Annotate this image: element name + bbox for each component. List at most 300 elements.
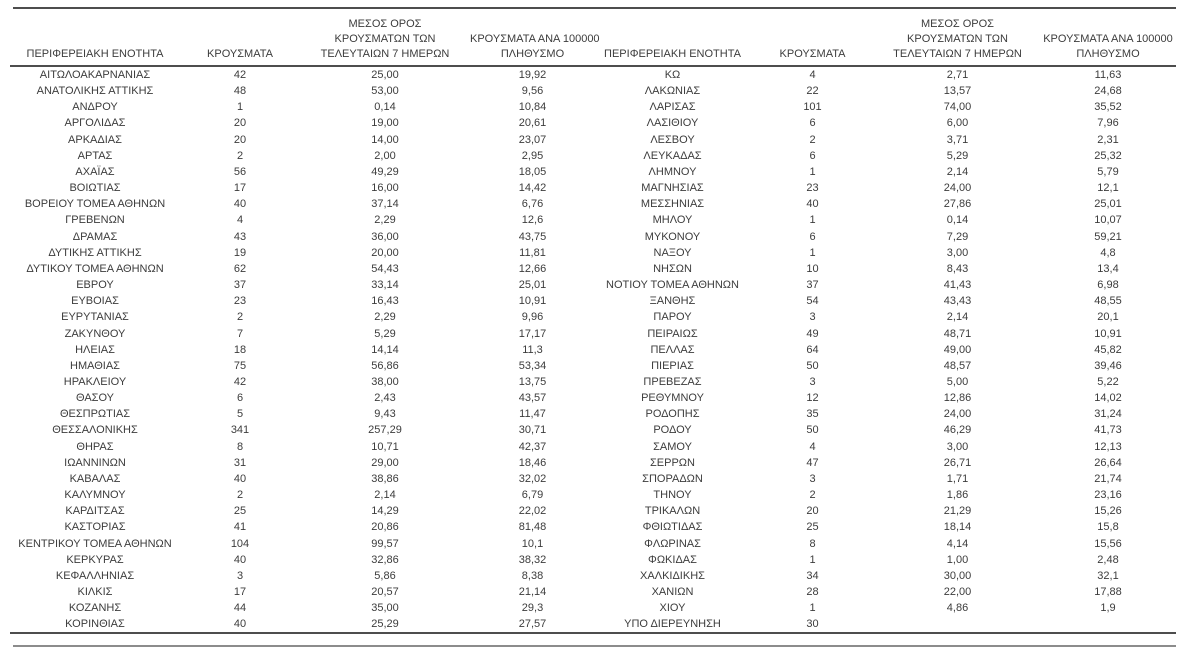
avg7day-cell: 3,71 — [946, 133, 969, 146]
avg7day-cell: 257,29 — [368, 424, 402, 437]
header-line: ΠΕΡΙΦΕΡΕΙΑΚΗ ΕΝΟΤΗΤΑ — [604, 48, 741, 60]
cases-cell: 3 — [236, 569, 244, 582]
cases-cell: 62 — [233, 262, 247, 275]
cases-cell: 20 — [233, 133, 247, 146]
avg7day-column-header — [875, 9, 1040, 66]
avg7day-cell: 1,00 — [946, 553, 969, 566]
table-row — [10, 487, 1176, 503]
cases-cell: 43 — [233, 230, 247, 243]
cases-cell: 12 — [806, 392, 819, 405]
avg7day-cell: 30,00 — [943, 569, 972, 582]
per100k-cell: 12,13 — [1094, 440, 1122, 453]
cases-cell: 37 — [806, 279, 819, 292]
cases-cell: 4 — [809, 69, 816, 81]
cases-cell: 19 — [233, 246, 247, 259]
cases-cell: 1 — [809, 602, 816, 615]
avg7day-cell: 49,00 — [943, 343, 972, 356]
avg7day-cell: 35,00 — [371, 602, 399, 615]
per100k-cell: 11,63 — [1094, 69, 1122, 81]
avg7day-cell: 37,14 — [371, 198, 399, 211]
cases-cell: 49 — [806, 327, 819, 340]
avg7day-cell: 33,14 — [371, 279, 399, 292]
header-line: ΠΛΗΘΥΣΜΟ — [1076, 48, 1140, 60]
header-line: ΤΕΛΕΥΤΑΙΩΝ 7 ΗΜΕΡΩΝ — [893, 48, 1022, 60]
region-cell: ΗΜΑΘΙΑΣ — [70, 359, 120, 372]
table-row — [10, 115, 1176, 131]
avg7day-cell: 2,29 — [374, 214, 396, 227]
cases-cell: 2 — [236, 489, 244, 502]
cases-cell: 50 — [806, 359, 819, 372]
region-cell: ΧΑΝΙΩΝ — [651, 586, 694, 598]
avg7day-cell: 9,43 — [374, 408, 396, 421]
table-row — [10, 293, 1176, 309]
avg7day-cell: 19,00 — [371, 117, 399, 130]
per100k-cell: 15,26 — [1094, 505, 1122, 518]
header-line: ΚΡΟΥΣΜΑΤΑ — [207, 48, 273, 60]
per100k-column-header — [1040, 9, 1176, 66]
per100k-cell: 21,74 — [1094, 472, 1122, 485]
avg7day-cell: 2,43 — [374, 392, 396, 405]
avg7day-cell: 18,14 — [943, 521, 972, 534]
region-cell: ΞΑΝΘΗΣ — [649, 295, 696, 308]
avg7day-cell: 20,00 — [371, 246, 399, 259]
avg7day-cell: 99,57 — [371, 537, 399, 550]
avg7day-cell: 48,57 — [943, 359, 972, 372]
cases-cell: 4 — [236, 214, 244, 227]
region-cell: ΑΝΑΤΟΛΙΚΗΣ ΑΤΤΙΚΗΣ — [36, 85, 154, 98]
cases-cell: 31 — [233, 456, 247, 469]
region-cell: ΣΠΟΡΑΔΩΝ — [642, 472, 703, 485]
per100k-cell: 13,75 — [518, 375, 547, 388]
cases-cell: 47 — [806, 456, 819, 469]
avg7day-cell: 6,00 — [946, 117, 969, 130]
avg7day-cell: 14,00 — [371, 133, 399, 146]
cases-cell: 56 — [233, 165, 247, 178]
per100k-cell: 59,21 — [1094, 230, 1122, 243]
cases-cell: 25 — [233, 505, 247, 518]
region-cell: ΣΕΡΡΩΝ — [650, 456, 695, 469]
per100k-cell: 14,42 — [518, 182, 547, 195]
cases-cell: 40 — [233, 553, 247, 566]
avg7day-cell: 8,43 — [946, 262, 969, 275]
avg7day-cell: 4,86 — [946, 602, 969, 615]
region-cell: ΧΙΟΥ — [659, 602, 686, 615]
cases-cell: 6 — [809, 230, 816, 243]
per100k-cell: 17,88 — [1094, 586, 1122, 598]
region-cell: ΡΟΔΟΠΗΣ — [645, 408, 700, 421]
avg7day-cell: 36,00 — [371, 230, 399, 243]
avg7day-cell: 24,00 — [943, 408, 972, 421]
cases-cell: 34 — [806, 569, 819, 582]
avg7day-cell — [875, 616, 1040, 633]
cases-cell: 35 — [806, 408, 819, 421]
per100k-cell: 11,47 — [519, 408, 546, 421]
avg7day-cell: 20,86 — [371, 521, 399, 534]
per100k-cell: 23,16 — [1094, 489, 1122, 502]
per100k-cell: 32,1 — [1097, 569, 1119, 582]
cases-cell: 1 — [236, 101, 244, 114]
avg7day-cell: 56,86 — [371, 359, 399, 372]
avg7day-cell: 25,29 — [371, 618, 399, 631]
region-cell: ΒΟΙΩΤΙΑΣ — [69, 182, 121, 195]
cases-cell: 40 — [233, 198, 247, 211]
cases-cell: 18 — [233, 343, 247, 356]
per100k-cell: 10,84 — [518, 101, 547, 114]
per100k-cell: 18,46 — [518, 456, 547, 469]
cases-cell: 1 — [809, 553, 816, 566]
avg7day-cell: 2,29 — [374, 311, 396, 324]
per100k-cell: 26,64 — [1094, 456, 1122, 469]
cases-cell: 10 — [806, 262, 819, 275]
cases-cell: 6 — [809, 149, 816, 162]
per100k-cell: 10,1 — [521, 537, 544, 550]
cases-cell: 30 — [806, 618, 819, 631]
region-cell: ΘΕΣΣΑΛΟΝΙΚΗΣ — [52, 424, 138, 437]
avg7day-cell: 2,00 — [374, 149, 396, 162]
region-column-header — [10, 9, 180, 66]
table-row — [10, 326, 1176, 342]
per100k-cell: 25,01 — [1094, 198, 1122, 211]
region-cell: ΝΟΤΙΟΥ ΤΟΜΕΑ ΑΘΗΝΩΝ — [606, 279, 739, 292]
header-line: ΜΕΣΟΣ ΟΡΟΣ — [348, 18, 422, 30]
per100k-cell: 13,4 — [1097, 262, 1119, 275]
per100k-cell: 18,05 — [518, 165, 547, 178]
per100k-cell: 4,8 — [1100, 246, 1116, 259]
header-line: ΚΡΟΥΣΜΑΤΩΝ ΤΩΝ — [907, 33, 1008, 45]
region-cell: ΠΕΙΡΑΙΩΣ — [647, 327, 698, 340]
avg7day-cell: 2,14 — [946, 311, 969, 324]
avg7day-cell: 22,00 — [943, 586, 972, 598]
region-cell: ΚΑΡΔΙΤΣΑΣ — [65, 505, 125, 518]
cases-cell: 42 — [233, 69, 247, 81]
per100k-cell: 6,79 — [521, 489, 544, 502]
avg7day-cell: 5,86 — [374, 569, 396, 582]
avg7day-cell: 1,86 — [946, 489, 969, 502]
cases-cell: 40 — [233, 618, 247, 631]
region-cell: ΛΑΣΙΘΙΟΥ — [646, 117, 699, 130]
cases-cell: 17 — [233, 586, 247, 598]
per100k-cell: 12,6 — [521, 214, 544, 227]
region-cell: ΙΩΑΝΝΙΝΩΝ — [64, 456, 126, 469]
header-line: ΤΕΛΕΥΤΑΙΩΝ 7 ΗΜΕΡΩΝ — [320, 48, 450, 60]
cases-cell: 44 — [233, 602, 247, 615]
per100k-cell: 8,38 — [521, 569, 544, 582]
avg7day-cell: 5,00 — [946, 375, 969, 388]
per100k-cell: 12,1 — [1097, 182, 1119, 195]
table-row — [10, 212, 1176, 228]
cases-cell: 101 — [803, 101, 822, 114]
per100k-cell: 15,8 — [1097, 521, 1119, 534]
region-cell: ΚΑΣΤΟΡΙΑΣ — [64, 521, 126, 534]
cases-cell: 6 — [809, 117, 816, 130]
cases-cell: 2 — [809, 489, 816, 502]
region-cell: ΑΡΓΟΛΙΔΑΣ — [64, 117, 126, 130]
region-cell: ΑΡΤΑΣ — [77, 149, 113, 162]
region-cell: ΗΡΑΚΛΕΙΟΥ — [63, 375, 127, 388]
table-row — [10, 422, 1176, 438]
table-row — [10, 503, 1176, 519]
cases-cell: 5 — [236, 408, 244, 421]
per100k-cell: 41,73 — [1094, 424, 1122, 437]
avg7day-cell: 21,29 — [943, 505, 972, 518]
avg7day-cell: 46,29 — [943, 424, 972, 437]
per100k-cell: 2,31 — [1097, 133, 1119, 146]
cases-cell: 54 — [806, 295, 819, 308]
per100k-cell: 22,02 — [518, 505, 547, 518]
table-row — [10, 132, 1176, 148]
region-cell: ΠΕΛΛΑΣ — [650, 343, 695, 356]
per100k-cell: 9,96 — [521, 311, 544, 324]
avg7day-cell: 29,00 — [371, 456, 399, 469]
table-row — [10, 164, 1176, 180]
avg7day-cell: 12,86 — [943, 392, 972, 405]
cases-cell: 1 — [809, 246, 816, 259]
avg7day-cell: 74,00 — [943, 101, 972, 114]
per100k-cell: 11,3 — [522, 343, 543, 356]
per100k-cell: 25,01 — [518, 279, 547, 292]
region-cell: ΝΗΣΩΝ — [653, 262, 692, 275]
cases-cell: 2 — [809, 133, 816, 146]
per100k-cell: 10,07 — [1094, 214, 1122, 227]
region-cell: ΚΟΖΑΝΗΣ — [68, 602, 122, 615]
cases-cell: 3 — [809, 311, 816, 324]
cases-cell: 6 — [236, 392, 244, 405]
avg7day-cell: 3,00 — [946, 246, 969, 259]
table-row — [10, 229, 1176, 245]
table-row — [10, 616, 1176, 633]
avg7day-cell: 20,57 — [371, 586, 399, 598]
region-cell: ΚΟΡΙΝΘΙΑΣ — [65, 618, 125, 631]
per100k-cell: 11,81 — [519, 246, 546, 259]
region-cell: ΔΥΤΙΚΗΣ ΑΤΤΙΚΗΣ — [48, 246, 142, 259]
avg7day-cell: 3,00 — [946, 440, 969, 453]
per100k-cell: 7,96 — [1097, 117, 1119, 130]
per100k-cell: 12,66 — [518, 262, 547, 275]
table-row — [10, 148, 1176, 164]
per100k-cell: 23,07 — [518, 133, 547, 146]
region-cell: ΦΘΙΩΤΙΔΑΣ — [642, 521, 703, 534]
per100k-cell: 32,02 — [518, 472, 547, 485]
table-row — [10, 568, 1176, 584]
cases-cell: 7 — [236, 327, 244, 340]
avg7day-cell: 5,29 — [946, 149, 969, 162]
region-cell: ΕΒΡΟΥ — [76, 279, 114, 292]
avg7day-cell: 0,14 — [946, 214, 969, 227]
table-row — [10, 277, 1176, 293]
table-row — [10, 471, 1176, 487]
per100k-cell: 43,57 — [518, 392, 547, 405]
per100k-cell: 2,48 — [1097, 553, 1119, 566]
region-cell: ΑΝΔΡΟΥ — [72, 101, 118, 114]
avg7day-cell: 7,29 — [946, 230, 969, 243]
table-row — [10, 309, 1176, 325]
table-row — [10, 374, 1176, 390]
per100k-cell: 38,32 — [518, 553, 547, 566]
table-row — [10, 519, 1176, 535]
region-cell: ΛΑΡΙΣΑΣ — [649, 101, 696, 114]
per100k-cell: 10,91 — [518, 295, 547, 308]
cases-cell: 50 — [806, 424, 819, 437]
region-cell: ΝΑΞΟΥ — [653, 246, 692, 259]
table-row — [10, 196, 1176, 212]
avg7day-cell: 38,00 — [371, 375, 399, 388]
avg7day-cell: 24,00 — [943, 182, 972, 195]
per100k-cell: 25,32 — [1094, 149, 1122, 162]
cases-cell: 42 — [233, 375, 247, 388]
per100k-cell: 9,56 — [521, 85, 544, 98]
per100k-cell: 24,68 — [1094, 85, 1122, 98]
avg7day-cell: 2,14 — [374, 489, 396, 502]
per100k-cell: 45,82 — [1094, 343, 1122, 356]
table-row — [10, 406, 1176, 422]
bottom-rule — [13, 645, 1176, 647]
avg7day-cell: 32,86 — [371, 553, 399, 566]
avg7day-cell: 53,00 — [371, 85, 399, 98]
region-cell: ΣΑΜΟΥ — [653, 440, 692, 453]
table-row — [10, 342, 1176, 358]
region-cell: ΚΙΛΚΙΣ — [77, 586, 113, 598]
avg7day-cell: 14,29 — [371, 505, 399, 518]
per100k-cell: 43,75 — [518, 230, 547, 243]
per100k-cell: 5,22 — [1097, 375, 1119, 388]
per100k-cell: 29,3 — [521, 602, 544, 615]
region-cell: ΑΧΑΪΑΣ — [75, 165, 115, 178]
per100k-cell: 42,37 — [518, 440, 547, 453]
region-cell: ΑΡΚΑΔΙΑΣ — [68, 133, 122, 146]
cases-cell: 75 — [233, 359, 247, 372]
avg7day-cell: 16,43 — [371, 295, 399, 308]
avg7day-cell: 13,57 — [943, 85, 972, 98]
cases-cell: 3 — [809, 375, 816, 388]
region-cell: ΛΕΣΒΟΥ — [650, 133, 695, 146]
cases-cell: 22 — [806, 85, 819, 98]
region-cell: ΥΠΟ ΔΙΕΡΕΥΝΗΣΗ — [624, 618, 721, 631]
region-cell: ΦΩΚΙΔΑΣ — [648, 553, 697, 566]
cases-cell: 104 — [230, 537, 250, 550]
region-cell: ΠΡΕΒΕΖΑΣ — [643, 375, 702, 388]
table-row — [10, 180, 1176, 196]
cases-cell: 40 — [806, 198, 819, 211]
cases-column-header — [750, 9, 875, 66]
per100k-cell: 5,79 — [1097, 165, 1119, 178]
per100k-cell — [1040, 616, 1176, 633]
cases-cell: 25 — [806, 521, 819, 534]
avg7day-cell: 2,14 — [946, 165, 969, 178]
region-cell: ΔΡΑΜΑΣ — [72, 230, 118, 243]
cases-cell: 23 — [806, 182, 819, 195]
regional-units-table — [10, 9, 1176, 634]
region-cell: ΚΕΦΑΛΛΗΝΙΑΣ — [55, 569, 135, 582]
per100k-cell: 6,98 — [1097, 279, 1119, 292]
region-cell: ΜΗΛΟΥ — [652, 214, 693, 227]
cases-column-header — [180, 9, 300, 66]
region-cell: ΜΕΣΣΗΝΙΑΣ — [640, 198, 705, 211]
cases-cell: 64 — [806, 343, 819, 356]
cases-cell: 3 — [809, 472, 816, 485]
region-cell: ΒΟΡΕΙΟΥ ΤΟΜΕΑ ΑΘΗΝΩΝ — [24, 198, 166, 211]
cases-cell: 37 — [233, 279, 247, 292]
region-cell: ΠΑΡΟΥ — [653, 311, 692, 324]
avg7day-cell: 25,00 — [371, 69, 399, 81]
table-row — [10, 390, 1176, 406]
header-line: ΚΡΟΥΣΜΑΤΑ — [779, 48, 846, 60]
table-row — [10, 245, 1176, 261]
table-row — [10, 66, 1176, 83]
region-cell: ΛΑΚΩΝΙΑΣ — [644, 85, 701, 98]
per100k-cell: 53,34 — [518, 359, 547, 372]
cases-cell: 8 — [809, 537, 816, 550]
cases-cell: 17 — [233, 182, 247, 195]
per100k-cell: 14,02 — [1094, 392, 1122, 405]
per100k-cell: 31,24 — [1094, 408, 1122, 421]
cases-cell: 8 — [236, 440, 244, 453]
cases-cell: 341 — [230, 424, 250, 437]
region-cell: ΚΑΛΥΜΝΟΥ — [64, 489, 126, 502]
table-header — [10, 9, 1176, 66]
avg7day-cell: 16,00 — [371, 182, 399, 195]
per100k-cell: 81,48 — [518, 521, 547, 534]
per100k-cell: 48,55 — [1094, 295, 1122, 308]
per100k-column-header — [470, 9, 600, 66]
table-body — [10, 66, 1176, 633]
region-cell: ΘΗΡΑΣ — [76, 440, 114, 453]
region-cell: ΑΙΤΩΛΟΑΚΑΡΝΑΝΙΑΣ — [39, 69, 151, 81]
region-cell: ΠΙΕΡΙΑΣ — [651, 359, 694, 372]
table-row — [10, 455, 1176, 471]
per100k-cell: 6,76 — [521, 198, 544, 211]
per100k-cell: 30,71 — [518, 424, 547, 437]
region-cell: ΕΥΒΟΙΑΣ — [71, 295, 119, 308]
cases-cell: 2 — [236, 149, 244, 162]
per100k-cell: 17,17 — [518, 327, 547, 340]
avg7day-cell: 41,43 — [943, 279, 972, 292]
cases-cell: 1 — [809, 214, 816, 227]
region-column-header — [595, 9, 750, 66]
cases-cell: 23 — [233, 295, 247, 308]
region-cell: ΚΕΝΤΡΙΚΟΥ ΤΟΜΕΑ ΑΘΗΝΩΝ — [18, 537, 172, 550]
region-cell: ΘΕΣΠΡΩΤΙΑΣ — [59, 408, 131, 421]
table-row — [10, 439, 1176, 455]
table-row — [10, 261, 1176, 277]
per100k-cell: 27,57 — [518, 618, 547, 631]
per100k-cell: 2,95 — [521, 149, 544, 162]
region-cell: ΚΕΡΚΥΡΑΣ — [66, 553, 124, 566]
cases-cell: 1 — [809, 165, 816, 178]
cases-cell: 20 — [233, 117, 247, 130]
region-cell: ΡΕΘΥΜΝΟΥ — [641, 392, 704, 405]
avg7day-cell: 38,86 — [371, 472, 399, 485]
region-cell: ΦΛΩΡΙΝΑΣ — [644, 537, 701, 550]
per100k-cell: 20,61 — [518, 117, 547, 130]
region-cell: ΖΑΚΥΝΘΟΥ — [64, 327, 126, 340]
header-row — [10, 9, 1176, 66]
region-cell: ΛΗΜΝΟΥ — [648, 165, 697, 178]
header-line: ΠΕΡΙΦΕΡΕΙΑΚΗ ΕΝΟΤΗΤΑ — [26, 48, 164, 60]
header-line: ΠΛΗΘΥΣΜΟ — [500, 48, 565, 60]
avg7day-cell: 27,86 — [943, 198, 972, 211]
cases-cell: 48 — [233, 85, 247, 98]
cases-cell: 20 — [806, 505, 819, 518]
region-cell: ΘΑΣΟΥ — [75, 392, 115, 405]
avg7day-cell: 10,71 — [371, 440, 399, 453]
avg7day-cell: 4,14 — [946, 537, 969, 550]
header-line: ΜΕΣΟΣ ΟΡΟΣ — [921, 18, 994, 30]
table-row — [10, 600, 1176, 616]
region-cell: ΤΡΙΚΑΛΩΝ — [644, 505, 701, 518]
header-line: ΚΡΟΥΣΜΑΤΩΝ ΤΩΝ — [334, 33, 436, 45]
avg7day-cell: 5,29 — [374, 327, 396, 340]
region-cell: ΗΛΕΙΑΣ — [75, 343, 115, 356]
